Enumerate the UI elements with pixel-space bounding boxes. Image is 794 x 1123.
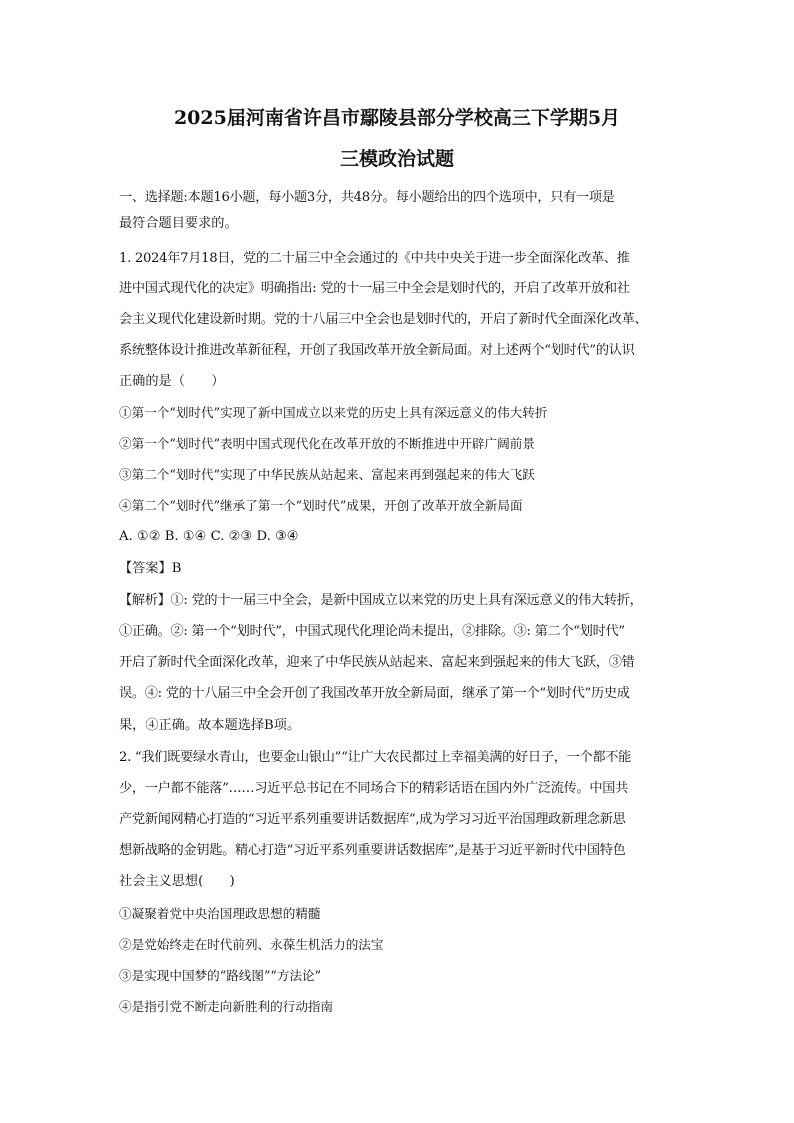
question-2-option-2: ②是党始终走在时代前列、永葆生机活力的法宝 (119, 937, 384, 952)
section-intro-line-2: 最符合题目要求的。 (119, 216, 238, 231)
question-1-stem-line-1: 1. 2024年7月18日，党的二十届三中全会通过的《中共中央关于进一步全面深化改革、推 (119, 251, 630, 266)
document-title-line-1: 2025届河南省许昌市鄢陵县部分学校高三下学期5月 (173, 107, 621, 129)
question-1-stem-line-4: 系统整体设计推进改革新征程，开创了我国改革开放全新局面。对上述两个“划时代”的认识 (119, 343, 635, 358)
question-2-stem-line-2: 少，一户都不能落”……习近平总书记在不同场合下的精彩话语在国内外广泛流传。中国共 (119, 781, 629, 796)
question-1-option-1: ①第一个“划时代”实现了新中国成立以来党的历史上具有深远意义的伟大转折 (119, 405, 548, 420)
question-2-option-1: ①凝聚着党中央治国理政思想的精髓 (119, 906, 321, 921)
question-1-stem-line-2: 进中国式现代化的决定》明确指出: 党的十一届三中全会是划时代的，开启了改革开放和社 (119, 281, 630, 296)
question-1-analysis-line-3: 开启了新时代全面深化改革，迎来了中华民族从站起来、富起来到强起来的伟大飞跃，③错 (119, 655, 635, 670)
question-2-option-3: ③是实现中国梦的“路线图”“方法论” (119, 968, 322, 983)
question-2-stem-line-3: 产党新闻网精心打造的“习近平系列重要讲话数据库”,成为学习习近平治国理政新理念新思 (119, 812, 626, 827)
document-title-line-2: 三模政治试题 (339, 148, 454, 170)
question-1-analysis-line-4: 误。④: 党的十八届三中全会开创了我国改革开放全新局面，继承了第一个“划时代”历史成 (119, 686, 630, 701)
question-2-option-4: ④是指引党不断走向新胜利的行动指南 (119, 999, 334, 1014)
question-1-option-3: ③第二个“划时代”实现了中华民族从站起来、富起来再到强起来的伟大飞跃 (119, 467, 535, 482)
section-intro-line-1: 一、选择题:本题16小题，每小题3分，共48分。每小题给出的四个选项中，只有一项是 (119, 190, 615, 205)
question-1-answer: 【答案】B (119, 561, 182, 576)
question-1-choices: A. ①② B. ①④ C. ②③ D. ③④ (119, 529, 299, 544)
question-2-stem-line-5: 社会主义思想( ) (119, 874, 235, 889)
question-1-analysis-line-5: 果，④正确。故本题选择B项。 (119, 718, 301, 733)
question-1-analysis-line-1: 【解析】①: 党的十一届三中全会，是新中国成立以来党的历史上具有深远意义的伟大转折， (119, 593, 643, 608)
question-1-option-4: ④第二个“划时代”继承了第一个“划时代”成果，开创了改革开放全新局面 (119, 498, 523, 513)
question-1-analysis-line-2: ①正确。②: 第一个“划时代”，中国式现代化理论尚未提出，②排除。③: 第二个“划时代” (119, 624, 625, 639)
question-2-stem-line-1: 2. “我们既要绿水青山，也要金山银山”“让广大农民都过上幸福美满的好日子，一个都不能 (119, 750, 632, 765)
question-2-stem-line-4: 想新战略的金钥匙。精心打造“习近平系列重要讲话数据库”,是基于习近平新时代中国特色 (119, 843, 626, 858)
question-1-option-2: ②第一个“划时代”表明中国式现代化在改革开放的不断推进中开辟广阔前景 (119, 436, 535, 451)
question-1-stem-line-3: 会主义现代化建设新时期。党的十八届三中全会也是划时代的，开启了新时代全面深化改革、 (119, 312, 648, 327)
question-1-stem-line-5: 正确的是（ ） (119, 374, 225, 389)
